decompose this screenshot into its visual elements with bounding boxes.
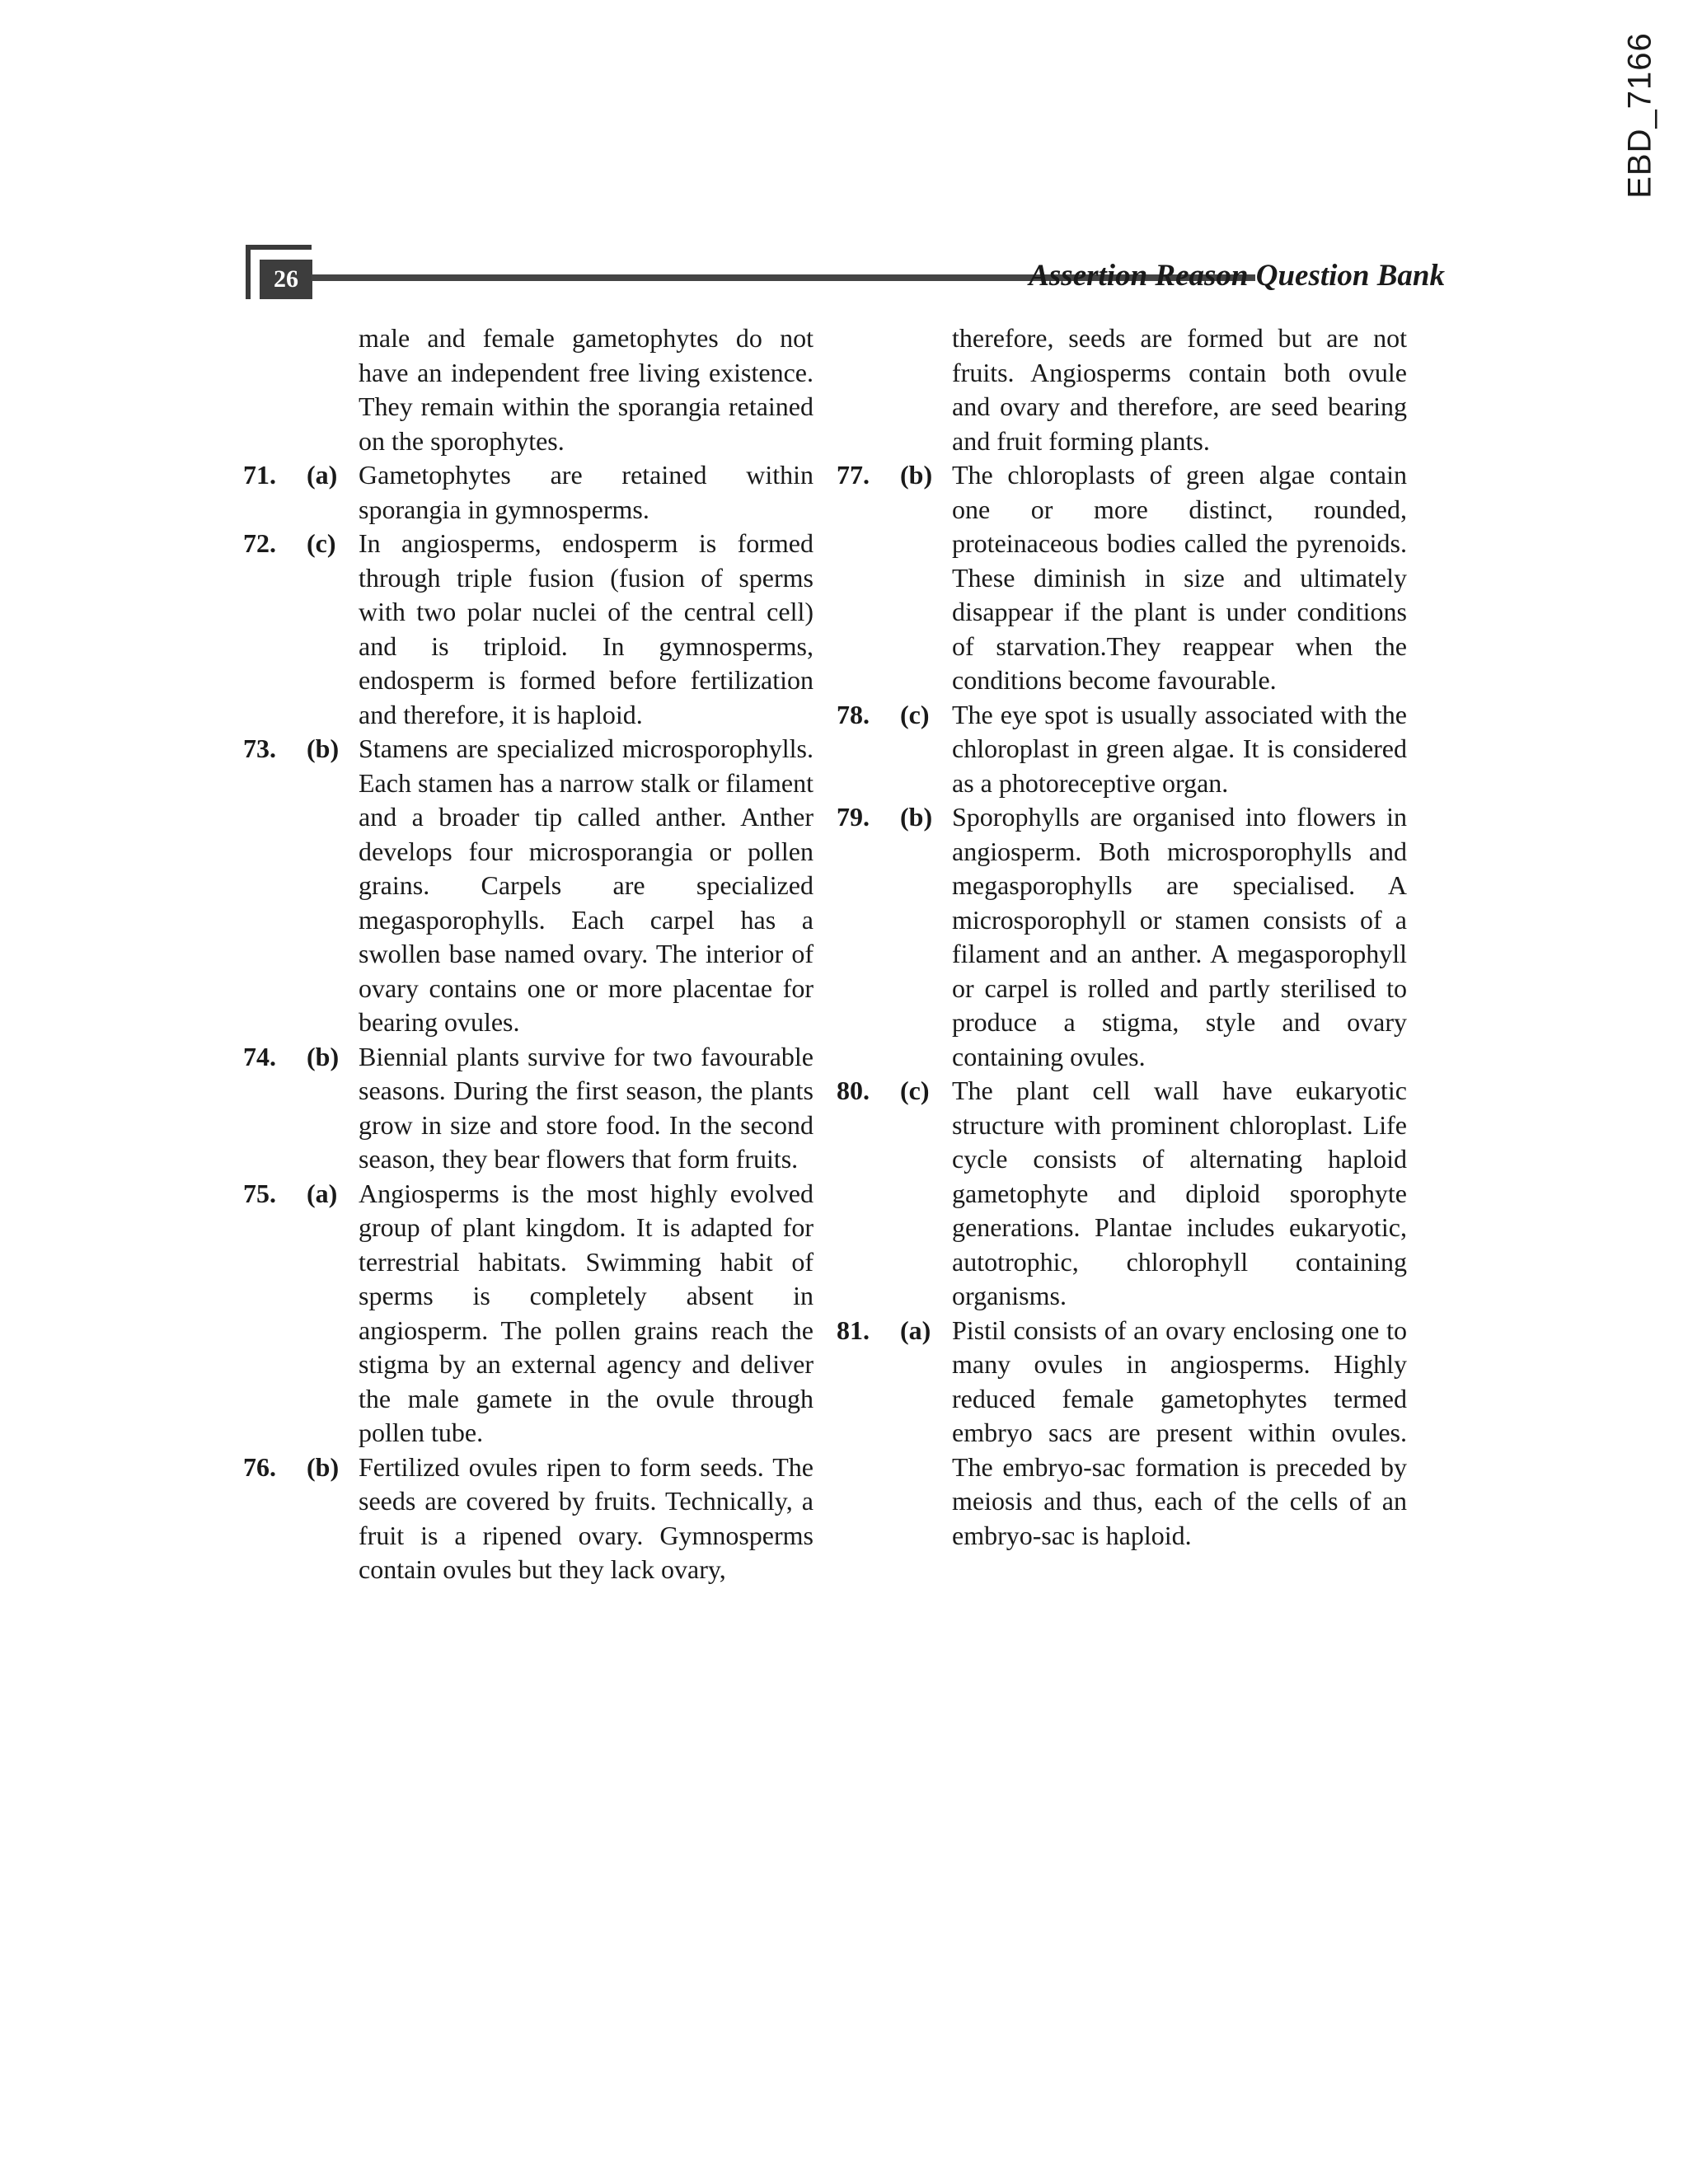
answer-explanation: Stamens are specialized microsporophylls. Each stamen has a narrow stalk or filament and a broader tip called anther. Anther develops four microsporangia or pollen grains. Carpels are specialized megasporophylls. Each carpel has a swollen base named ovary. The interior of ovary contains one or more placentae for bearing ovules. [359, 733, 814, 1037]
answer-entry [243, 1177, 837, 1451]
answer-option: (c) [900, 1076, 930, 1105]
question-number: 81. [837, 1315, 870, 1345]
answer-option: (a) [900, 1315, 931, 1345]
answer-explanation: The chloroplasts of green algae contain one or more distinct, rounded, proteinaceous bodies called the pyrenoids. These diminish in size and ultimately disappear if the plant is under conditions of starvation.They reappear when the conditions become favourable. [952, 460, 1407, 695]
answer-option: (b) [307, 1041, 340, 1071]
page-header [246, 245, 1445, 302]
question-number: 80. [837, 1076, 870, 1105]
answer-explanation: In angiosperms, endosperm is formed through triple fusion (fusion of sperms with two polar nuclei of the central cell) and is triploid. In gymnosperms, endosperm is formed before fertilization and therefore, it is haploid. [359, 528, 814, 729]
question-number: 79. [837, 802, 870, 832]
answer-entry [837, 321, 1430, 458]
answer-explanation: The eye spot is usually associated with the chloroplast in green algae. It is considered as a photoreceptive organ. [952, 699, 1407, 798]
answer-entry [837, 698, 1430, 801]
answer-option: (c) [307, 528, 336, 558]
right-column [837, 321, 1430, 1553]
left-column [243, 321, 837, 1587]
answer-entry [243, 321, 837, 458]
answer-explanation: Sporophylls are organised into flowers in angiosperm. Both microsporophylls and megasporophylls are specialised. A microsporophyll or stamen consists of a filament and an anther. A megasporophyll or carpel is rolled and partly sterilised to produce a stigma, style and ovary containing ovules. [952, 802, 1407, 1071]
answer-option: (b) [307, 733, 340, 763]
answer-explanation: Angiosperms is the most highly evolved group of plant kingdom. It is adapted for terrestrial habitats. Swimming habit of sperms is completely absent in angiosperm. The pollen grains reach the stigma by an external agency and deliver the male gamete in the ovule through pollen tube. [359, 1178, 814, 1447]
answer-explanation: male and female gametophytes do not have an independent free living existence. They remain within the sporangia retained on the sporophytes. [359, 323, 814, 456]
answer-explanation: therefore, seeds are formed but are not fruits. Angiosperms contain both ovule and ovary and therefore, are seed bearing and fruit forming plants. [952, 323, 1407, 456]
answer-explanation: Fertilized ovules ripen to form seeds. The seeds are covered by fruits. Technically, a fruit is a ripened ovary. Gymnosperms contain ovules but they lack ovary, [359, 1451, 814, 1584]
answer-option: (c) [900, 699, 930, 729]
answer-option: (a) [307, 460, 338, 490]
answer-entry [837, 1074, 1430, 1314]
book-title: Assertion Reason Question Bank [1029, 259, 1445, 293]
answer-option: (b) [307, 1451, 340, 1482]
answer-entry [837, 800, 1430, 1074]
question-number: 77. [837, 460, 870, 490]
page-number-frame [246, 245, 312, 299]
answer-option: (b) [900, 802, 933, 832]
question-number: 73. [243, 733, 276, 763]
page-number: 26 [260, 260, 312, 299]
answer-entry [837, 1314, 1430, 1554]
question-number: 76. [243, 1451, 276, 1482]
answer-entry [243, 732, 837, 1040]
answer-explanation: The plant cell wall have eukaryotic structure with prominent chloroplast. Life cycle consists of alternating haploid gametophyte and diploid sporophyte generations. Plantae includes eukaryotic, autotrophic, chlorophyll containing organisms. [952, 1076, 1407, 1310]
question-number: 71. [243, 460, 276, 490]
answer-entry [243, 458, 837, 527]
document-code [1611, 32, 1669, 199]
answer-explanation: Gametophytes are retained within sporangia in gymnosperms. [359, 460, 814, 524]
question-number: 75. [243, 1178, 276, 1208]
answer-explanation: Pistil consists of an ovary enclosing one to many ovules in angiosperms. Highly reduced female gametophytes termed embryo sacs are present within ovules. The embryo-sac formation is preceded by meiosis and thus, each of the cells of an embryo-sac is haploid. [952, 1315, 1407, 1550]
document-code-text: EBD_7166 [1621, 32, 1658, 199]
answer-entry [837, 458, 1430, 698]
answer-entry [243, 1451, 837, 1587]
answer-entry [243, 1040, 837, 1177]
question-number: 72. [243, 528, 276, 558]
answer-entry [243, 527, 837, 732]
answer-explanation: Biennial plants survive for two favourable seasons. During the first season, the plants grow in size and store food. In the second season, they bear flowers that form fruits. [359, 1041, 814, 1174]
question-number: 74. [243, 1041, 276, 1071]
question-number: 78. [837, 699, 870, 729]
answer-option: (a) [307, 1178, 338, 1208]
answer-option: (b) [900, 460, 933, 490]
